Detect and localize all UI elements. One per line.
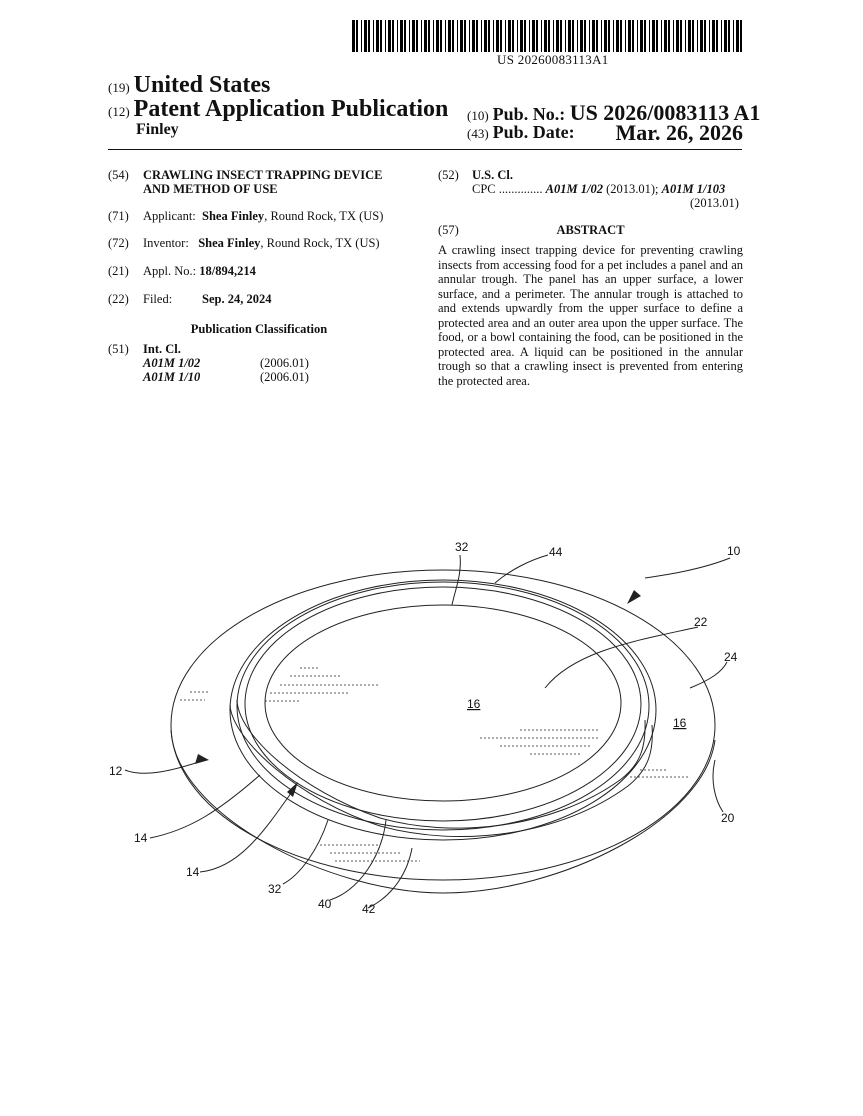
code-71: (71)	[108, 209, 129, 223]
abstract-text: A crawling insect trapping device for preventing crawling insects from accessing food for a pet includes a panel and an annular trough. The panel has an upper surface, a lower surface, and a perimeter. The annular trough is attached to and extends upwardly from the upper surface to define a protected area and an outer area upon the upper surface. The food, or a bowl containing the food, can be positioned in the protected area. A liquid can be positioned in the annular trough so that a crawling insect is prevented from entering the protected area.	[438, 243, 743, 388]
trough-rim	[245, 587, 641, 821]
ref-42: 42	[362, 902, 376, 916]
ref-20: 20	[721, 811, 735, 825]
publication-type: (12) Patent Application Publication	[108, 96, 449, 122]
code-21: (21)	[108, 264, 129, 278]
code-51: (51)	[108, 342, 129, 356]
int-cl-code: A01M 1/10	[143, 370, 201, 384]
cpc-year: (2013.01)	[690, 196, 739, 210]
cpc-line: CPC .............. A01M 1/02 (2013.01); A01M 1/103	[472, 182, 726, 196]
int-cl-label: Int. Cl.	[143, 342, 181, 356]
abstract-heading: ABSTRACT	[556, 223, 625, 237]
ref-16: 16	[467, 697, 481, 711]
ref-32: 32	[455, 540, 469, 554]
code-22: (22)	[108, 292, 129, 306]
barcode-number: US 20260083113A1	[497, 52, 609, 67]
ref-24: 24	[724, 650, 738, 664]
int-cl-year: (2006.01)	[260, 356, 309, 370]
applicant: Applicant: Shea Finley, Round Rock, TX (US)	[143, 209, 384, 223]
inventor: Inventor: Shea Finley, Round Rock, TX (US)	[143, 236, 380, 250]
pub-number: (10) Pub. No.: US 2026/0083113 A1	[467, 100, 761, 125]
ref-10: 10	[727, 544, 741, 558]
us-cl-label: U.S. Cl.	[472, 168, 513, 182]
ref-12: 12	[109, 764, 123, 778]
appl-no: Appl. No.: 18/894,214	[143, 264, 256, 278]
ref-32: 32	[268, 882, 282, 896]
country-line: (19) United States	[108, 72, 271, 98]
ref-40: 40	[318, 897, 332, 911]
ref-14: 14	[186, 865, 200, 879]
pub-date: (43) Pub. Date: Mar. 26, 2026	[467, 120, 743, 145]
ref-14: 14	[134, 831, 148, 845]
trough-inner	[265, 605, 621, 801]
inventor-surname: Finley	[136, 121, 179, 138]
trough-wall	[237, 700, 645, 828]
panel-outline	[171, 570, 715, 880]
code-52: (52)	[438, 168, 459, 182]
ref-44: 44	[549, 545, 563, 559]
code-57: (57)	[438, 223, 459, 237]
trough-outer-2	[237, 582, 649, 830]
panel-thickness	[171, 730, 715, 893]
code-54: (54)	[108, 168, 129, 182]
ref-16: 16	[673, 716, 687, 730]
int-cl-code: A01M 1/02	[143, 356, 201, 370]
title: CRAWLING INSECT TRAPPING DEVICE AND METHOD OF USE	[143, 168, 383, 196]
pub-class-heading: Publication Classification	[190, 322, 328, 336]
int-cl-year: (2006.01)	[260, 370, 309, 384]
ref-22: 22	[694, 615, 708, 629]
filed-label: Filed:	[143, 292, 173, 306]
code-72: (72)	[108, 236, 129, 250]
filed-value: Sep. 24, 2024	[202, 292, 272, 306]
